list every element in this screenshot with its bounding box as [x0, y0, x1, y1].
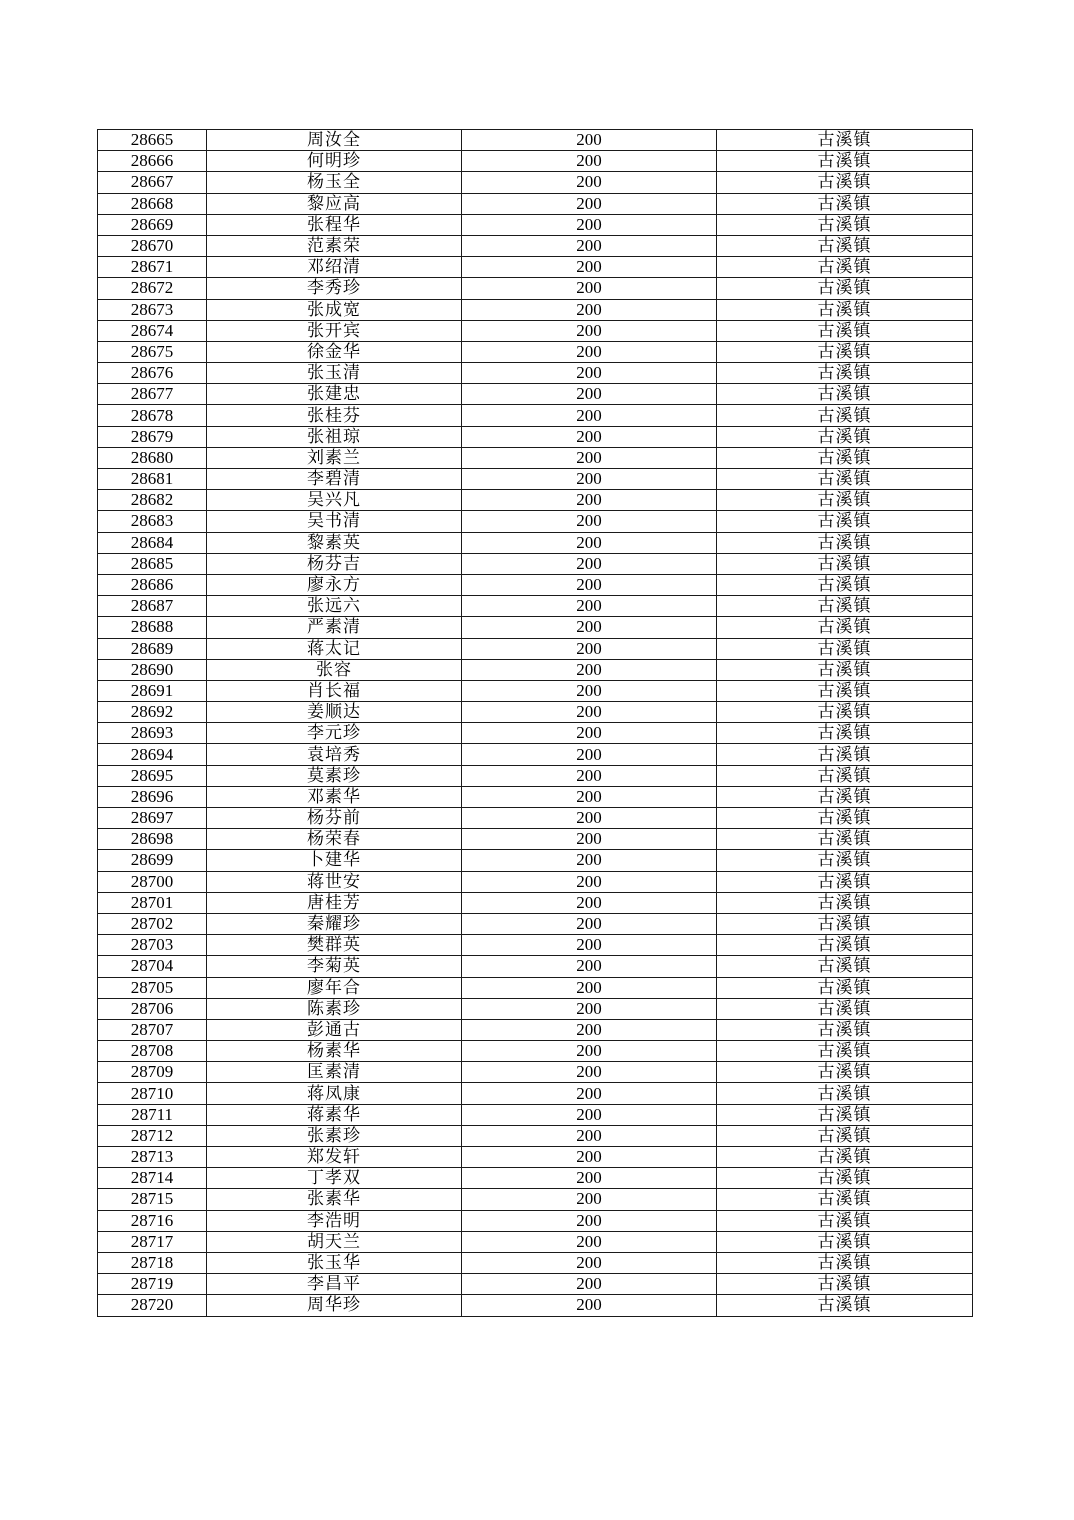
- person-name-cell: 张素珍: [207, 1125, 462, 1146]
- table-row: [98, 808, 973, 829]
- town-cell: 古溪镇: [717, 320, 973, 341]
- town-cell: 古溪镇: [717, 1189, 973, 1210]
- town-cell: 古溪镇: [717, 1210, 973, 1231]
- row-number-cell: 28719: [98, 1274, 207, 1295]
- person-name-cell: 何明珍: [207, 151, 462, 172]
- row-number-cell: 28700: [98, 871, 207, 892]
- row-number-cell: 28680: [98, 447, 207, 468]
- row-number-cell: 28720: [98, 1295, 207, 1316]
- row-number-cell: 28709: [98, 1062, 207, 1083]
- amount-cell: 200: [462, 596, 717, 617]
- person-name-cell: 陈素珍: [207, 998, 462, 1019]
- town-cell: 古溪镇: [717, 553, 973, 574]
- town-cell: 古溪镇: [717, 384, 973, 405]
- town-cell: 古溪镇: [717, 1019, 973, 1040]
- person-name-cell: 李碧清: [207, 469, 462, 490]
- row-number-cell: 28706: [98, 998, 207, 1019]
- row-number-cell: 28694: [98, 744, 207, 765]
- row-number-cell: 28672: [98, 278, 207, 299]
- table-row: [98, 596, 973, 617]
- amount-cell: 200: [462, 1019, 717, 1040]
- table-row: [98, 1125, 973, 1146]
- amount-cell: 200: [462, 638, 717, 659]
- amount-cell: 200: [462, 405, 717, 426]
- person-name-cell: 廖年合: [207, 977, 462, 998]
- amount-cell: 200: [462, 1295, 717, 1316]
- town-cell: 古溪镇: [717, 278, 973, 299]
- row-number-cell: 28678: [98, 405, 207, 426]
- town-cell: 古溪镇: [717, 341, 973, 362]
- table-row: [98, 659, 973, 680]
- table-row: [98, 172, 973, 193]
- person-name-cell: 黎素英: [207, 532, 462, 553]
- person-name-cell: 李秀珍: [207, 278, 462, 299]
- person-name-cell: 张开宾: [207, 320, 462, 341]
- person-name-cell: 杨荣春: [207, 829, 462, 850]
- table-row: [98, 511, 973, 532]
- person-name-cell: 杨芬吉: [207, 553, 462, 574]
- town-cell: 古溪镇: [717, 977, 973, 998]
- table-row: [98, 617, 973, 638]
- row-number-cell: 28670: [98, 235, 207, 256]
- amount-cell: 200: [462, 426, 717, 447]
- table-row: [98, 447, 973, 468]
- row-number-cell: 28667: [98, 172, 207, 193]
- person-name-cell: 姜顺达: [207, 702, 462, 723]
- person-name-cell: 李元珍: [207, 723, 462, 744]
- amount-cell: 200: [462, 193, 717, 214]
- person-name-cell: 李昌平: [207, 1274, 462, 1295]
- amount-cell: 200: [462, 808, 717, 829]
- person-name-cell: 徐金华: [207, 341, 462, 362]
- town-cell: 古溪镇: [717, 1295, 973, 1316]
- table-row: [98, 702, 973, 723]
- table-row: [98, 1231, 973, 1252]
- person-name-cell: 蒋素华: [207, 1104, 462, 1125]
- table-row: [98, 935, 973, 956]
- town-cell: 古溪镇: [717, 680, 973, 701]
- town-cell: 古溪镇: [717, 850, 973, 871]
- town-cell: 古溪镇: [717, 299, 973, 320]
- table-row: [98, 574, 973, 595]
- amount-cell: 200: [462, 257, 717, 278]
- row-number-cell: 28679: [98, 426, 207, 447]
- table-row: [98, 320, 973, 341]
- row-number-cell: 28668: [98, 193, 207, 214]
- town-cell: 古溪镇: [717, 511, 973, 532]
- amount-cell: 200: [462, 320, 717, 341]
- row-number-cell: 28715: [98, 1189, 207, 1210]
- row-number-cell: 28684: [98, 532, 207, 553]
- town-cell: 古溪镇: [717, 617, 973, 638]
- table-row: [98, 638, 973, 659]
- person-name-cell: 李菊英: [207, 956, 462, 977]
- table-row: [98, 278, 973, 299]
- table-row: [98, 1019, 973, 1040]
- table-row: [98, 998, 973, 1019]
- person-name-cell: 肖长福: [207, 680, 462, 701]
- town-cell: 古溪镇: [717, 1168, 973, 1189]
- roster-table-body: [98, 130, 973, 1317]
- table-row: [98, 1210, 973, 1231]
- amount-cell: 200: [462, 765, 717, 786]
- table-row: [98, 723, 973, 744]
- person-name-cell: 樊群英: [207, 935, 462, 956]
- row-number-cell: 28685: [98, 553, 207, 574]
- town-cell: 古溪镇: [717, 871, 973, 892]
- person-name-cell: 彭通古: [207, 1019, 462, 1040]
- person-name-cell: 胡天兰: [207, 1231, 462, 1252]
- table-row: [98, 871, 973, 892]
- table-row: [98, 1147, 973, 1168]
- table-row: [98, 151, 973, 172]
- amount-cell: 200: [462, 935, 717, 956]
- town-cell: 古溪镇: [717, 935, 973, 956]
- person-name-cell: 张容: [207, 659, 462, 680]
- town-cell: 古溪镇: [717, 405, 973, 426]
- amount-cell: 200: [462, 744, 717, 765]
- row-number-cell: 28673: [98, 299, 207, 320]
- town-cell: 古溪镇: [717, 1041, 973, 1062]
- person-name-cell: 邓素华: [207, 786, 462, 807]
- person-name-cell: 范素荣: [207, 235, 462, 256]
- town-cell: 古溪镇: [717, 786, 973, 807]
- person-name-cell: 张远六: [207, 596, 462, 617]
- row-number-cell: 28699: [98, 850, 207, 871]
- table-row: [98, 1168, 973, 1189]
- person-name-cell: 张程华: [207, 214, 462, 235]
- row-number-cell: 28701: [98, 892, 207, 913]
- table-row: [98, 680, 973, 701]
- person-name-cell: 张建忠: [207, 384, 462, 405]
- table-row: [98, 405, 973, 426]
- amount-cell: 200: [462, 1189, 717, 1210]
- row-number-cell: 28718: [98, 1252, 207, 1273]
- table-row: [98, 1189, 973, 1210]
- town-cell: 古溪镇: [717, 574, 973, 595]
- town-cell: 古溪镇: [717, 193, 973, 214]
- table-row: [98, 469, 973, 490]
- table-row: [98, 235, 973, 256]
- row-number-cell: 28704: [98, 956, 207, 977]
- table-row: [98, 829, 973, 850]
- table-row: [98, 490, 973, 511]
- town-cell: 古溪镇: [717, 596, 973, 617]
- person-name-cell: 周汝全: [207, 130, 462, 151]
- row-number-cell: 28683: [98, 511, 207, 532]
- amount-cell: 200: [462, 511, 717, 532]
- amount-cell: 200: [462, 1062, 717, 1083]
- person-name-cell: 蒋太记: [207, 638, 462, 659]
- amount-cell: 200: [462, 998, 717, 1019]
- table-row: [98, 130, 973, 151]
- row-number-cell: 28695: [98, 765, 207, 786]
- row-number-cell: 28713: [98, 1147, 207, 1168]
- person-name-cell: 杨芬前: [207, 808, 462, 829]
- person-name-cell: 张桂芬: [207, 405, 462, 426]
- row-number-cell: 28689: [98, 638, 207, 659]
- town-cell: 古溪镇: [717, 532, 973, 553]
- person-name-cell: 杨素华: [207, 1041, 462, 1062]
- town-cell: 古溪镇: [717, 1252, 973, 1273]
- row-number-cell: 28697: [98, 808, 207, 829]
- amount-cell: 200: [462, 532, 717, 553]
- town-cell: 古溪镇: [717, 214, 973, 235]
- person-name-cell: 蒋凤康: [207, 1083, 462, 1104]
- amount-cell: 200: [462, 1274, 717, 1295]
- amount-cell: 200: [462, 1083, 717, 1104]
- amount-cell: 200: [462, 469, 717, 490]
- person-name-cell: 吴兴凡: [207, 490, 462, 511]
- town-cell: 古溪镇: [717, 744, 973, 765]
- table-row: [98, 214, 973, 235]
- amount-cell: 200: [462, 1125, 717, 1146]
- town-cell: 古溪镇: [717, 172, 973, 193]
- row-number-cell: 28682: [98, 490, 207, 511]
- table-row: [98, 299, 973, 320]
- table-row: [98, 1062, 973, 1083]
- amount-cell: 200: [462, 1231, 717, 1252]
- row-number-cell: 28676: [98, 363, 207, 384]
- town-cell: 古溪镇: [717, 257, 973, 278]
- town-cell: 古溪镇: [717, 723, 973, 744]
- town-cell: 古溪镇: [717, 808, 973, 829]
- table-row: [98, 363, 973, 384]
- amount-cell: 200: [462, 1041, 717, 1062]
- amount-cell: 200: [462, 151, 717, 172]
- table-row: [98, 1104, 973, 1125]
- person-name-cell: 周华珍: [207, 1295, 462, 1316]
- amount-cell: 200: [462, 130, 717, 151]
- row-number-cell: 28693: [98, 723, 207, 744]
- town-cell: 古溪镇: [717, 1231, 973, 1252]
- table-row: [98, 913, 973, 934]
- row-number-cell: 28677: [98, 384, 207, 405]
- amount-cell: 200: [462, 214, 717, 235]
- row-number-cell: 28711: [98, 1104, 207, 1125]
- table-row: [98, 850, 973, 871]
- table-row: [98, 956, 973, 977]
- table-row: [98, 1083, 973, 1104]
- table-row: [98, 341, 973, 362]
- row-number-cell: 28716: [98, 1210, 207, 1231]
- amount-cell: 200: [462, 278, 717, 299]
- amount-cell: 200: [462, 659, 717, 680]
- amount-cell: 200: [462, 977, 717, 998]
- row-number-cell: 28690: [98, 659, 207, 680]
- row-number-cell: 28681: [98, 469, 207, 490]
- person-name-cell: 唐桂芳: [207, 892, 462, 913]
- town-cell: 古溪镇: [717, 659, 973, 680]
- town-cell: 古溪镇: [717, 702, 973, 723]
- amount-cell: 200: [462, 723, 717, 744]
- person-name-cell: 丁孝双: [207, 1168, 462, 1189]
- amount-cell: 200: [462, 553, 717, 574]
- person-name-cell: 郑发轩: [207, 1147, 462, 1168]
- town-cell: 古溪镇: [717, 892, 973, 913]
- town-cell: 古溪镇: [717, 1104, 973, 1125]
- town-cell: 古溪镇: [717, 363, 973, 384]
- person-name-cell: 刘素兰: [207, 447, 462, 468]
- town-cell: 古溪镇: [717, 765, 973, 786]
- amount-cell: 200: [462, 574, 717, 595]
- table-row: [98, 1252, 973, 1273]
- row-number-cell: 28674: [98, 320, 207, 341]
- person-name-cell: 张玉华: [207, 1252, 462, 1273]
- row-number-cell: 28703: [98, 935, 207, 956]
- town-cell: 古溪镇: [717, 447, 973, 468]
- amount-cell: 200: [462, 299, 717, 320]
- amount-cell: 200: [462, 829, 717, 850]
- row-number-cell: 28707: [98, 1019, 207, 1040]
- amount-cell: 200: [462, 1210, 717, 1231]
- town-cell: 古溪镇: [717, 1147, 973, 1168]
- row-number-cell: 28688: [98, 617, 207, 638]
- row-number-cell: 28691: [98, 680, 207, 701]
- amount-cell: 200: [462, 384, 717, 405]
- row-number-cell: 28669: [98, 214, 207, 235]
- row-number-cell: 28665: [98, 130, 207, 151]
- person-name-cell: 蒋世安: [207, 871, 462, 892]
- row-number-cell: 28714: [98, 1168, 207, 1189]
- amount-cell: 200: [462, 172, 717, 193]
- amount-cell: 200: [462, 1252, 717, 1273]
- amount-cell: 200: [462, 617, 717, 638]
- row-number-cell: 28686: [98, 574, 207, 595]
- table-row: [98, 1041, 973, 1062]
- amount-cell: 200: [462, 786, 717, 807]
- amount-cell: 200: [462, 363, 717, 384]
- person-name-cell: 张祖琼: [207, 426, 462, 447]
- town-cell: 古溪镇: [717, 1125, 973, 1146]
- table-row: [98, 532, 973, 553]
- person-name-cell: 莫素珍: [207, 765, 462, 786]
- row-number-cell: 28671: [98, 257, 207, 278]
- town-cell: 古溪镇: [717, 998, 973, 1019]
- person-name-cell: 李浩明: [207, 1210, 462, 1231]
- amount-cell: 200: [462, 235, 717, 256]
- row-number-cell: 28712: [98, 1125, 207, 1146]
- person-name-cell: 吴书清: [207, 511, 462, 532]
- amount-cell: 200: [462, 892, 717, 913]
- table-row: [98, 1295, 973, 1316]
- row-number-cell: 28717: [98, 1231, 207, 1252]
- person-name-cell: 杨玉全: [207, 172, 462, 193]
- row-number-cell: 28708: [98, 1041, 207, 1062]
- person-name-cell: 匡素清: [207, 1062, 462, 1083]
- table-row: [98, 977, 973, 998]
- table-row: [98, 384, 973, 405]
- row-number-cell: 28696: [98, 786, 207, 807]
- row-number-cell: 28675: [98, 341, 207, 362]
- person-name-cell: 张玉清: [207, 363, 462, 384]
- town-cell: 古溪镇: [717, 469, 973, 490]
- town-cell: 古溪镇: [717, 638, 973, 659]
- amount-cell: 200: [462, 490, 717, 511]
- table-row: [98, 744, 973, 765]
- town-cell: 古溪镇: [717, 235, 973, 256]
- amount-cell: 200: [462, 702, 717, 723]
- table-row: [98, 1274, 973, 1295]
- person-name-cell: 廖永方: [207, 574, 462, 595]
- table-row: [98, 257, 973, 278]
- roster-table: [97, 129, 973, 1317]
- person-name-cell: 邓绍清: [207, 257, 462, 278]
- person-name-cell: 黎应高: [207, 193, 462, 214]
- amount-cell: 200: [462, 1168, 717, 1189]
- table-row: [98, 426, 973, 447]
- amount-cell: 200: [462, 850, 717, 871]
- town-cell: 古溪镇: [717, 130, 973, 151]
- person-name-cell: 严素清: [207, 617, 462, 638]
- town-cell: 古溪镇: [717, 490, 973, 511]
- table-row: [98, 553, 973, 574]
- table-row: [98, 765, 973, 786]
- person-name-cell: 秦耀珍: [207, 913, 462, 934]
- table-row: [98, 892, 973, 913]
- amount-cell: 200: [462, 956, 717, 977]
- town-cell: 古溪镇: [717, 956, 973, 977]
- town-cell: 古溪镇: [717, 1062, 973, 1083]
- row-number-cell: 28702: [98, 913, 207, 934]
- amount-cell: 200: [462, 1104, 717, 1125]
- town-cell: 古溪镇: [717, 1083, 973, 1104]
- row-number-cell: 28705: [98, 977, 207, 998]
- amount-cell: 200: [462, 913, 717, 934]
- person-name-cell: 袁培秀: [207, 744, 462, 765]
- person-name-cell: 张素华: [207, 1189, 462, 1210]
- row-number-cell: 28710: [98, 1083, 207, 1104]
- table-row: [98, 193, 973, 214]
- person-name-cell: 张成宽: [207, 299, 462, 320]
- town-cell: 古溪镇: [717, 1274, 973, 1295]
- town-cell: 古溪镇: [717, 426, 973, 447]
- amount-cell: 200: [462, 680, 717, 701]
- row-number-cell: 28698: [98, 829, 207, 850]
- row-number-cell: 28692: [98, 702, 207, 723]
- town-cell: 古溪镇: [717, 913, 973, 934]
- table-row: [98, 786, 973, 807]
- amount-cell: 200: [462, 871, 717, 892]
- person-name-cell: 卜建华: [207, 850, 462, 871]
- town-cell: 古溪镇: [717, 151, 973, 172]
- amount-cell: 200: [462, 341, 717, 362]
- row-number-cell: 28687: [98, 596, 207, 617]
- town-cell: 古溪镇: [717, 829, 973, 850]
- amount-cell: 200: [462, 1147, 717, 1168]
- amount-cell: 200: [462, 447, 717, 468]
- row-number-cell: 28666: [98, 151, 207, 172]
